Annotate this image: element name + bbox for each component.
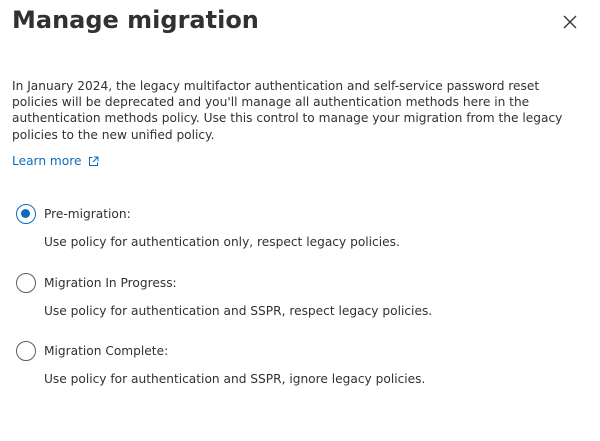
option-label: Migration In Progress: [44, 276, 177, 290]
option-migration-complete [16, 340, 576, 386]
learn-more-link[interactable] [12, 153, 99, 169]
radio-row-migration-complete[interactable] [16, 340, 576, 362]
close-button[interactable] [558, 10, 582, 34]
option-label: Pre-migration: [44, 207, 131, 221]
option-description: Use policy for authentication only, respect legacy policies. [44, 235, 400, 249]
option-description: Use policy for authentication and SSPR, respect legacy policies. [44, 304, 433, 318]
option-label: Migration Complete: [44, 344, 169, 358]
dialog-title: Manage migration [12, 6, 259, 34]
close-icon [563, 15, 577, 29]
dialog-header [12, 0, 580, 60]
radio-button-migration-in-progress[interactable] [16, 273, 36, 293]
radio-button-migration-complete[interactable] [16, 341, 36, 361]
option-pre-migration [16, 203, 576, 249]
option-description: Use policy for authentication and SSPR, ignore legacy policies. [44, 372, 426, 386]
external-link-icon [88, 156, 99, 167]
radio-row-pre-migration[interactable] [16, 203, 576, 225]
radio-button-pre-migration[interactable] [16, 204, 36, 224]
radio-row-migration-in-progress[interactable] [16, 272, 576, 294]
migration-description: In January 2024, the legacy multifactor authentication and self-service password reset policies will be deprecated and you'll manage all authentication methods here in the authentication methods policy. Use this control to manage your migration from the legacy policies to the new unified policy. [12, 79, 563, 142]
learn-more-label: Learn more [12, 154, 82, 168]
option-migration-in-progress [16, 272, 576, 318]
